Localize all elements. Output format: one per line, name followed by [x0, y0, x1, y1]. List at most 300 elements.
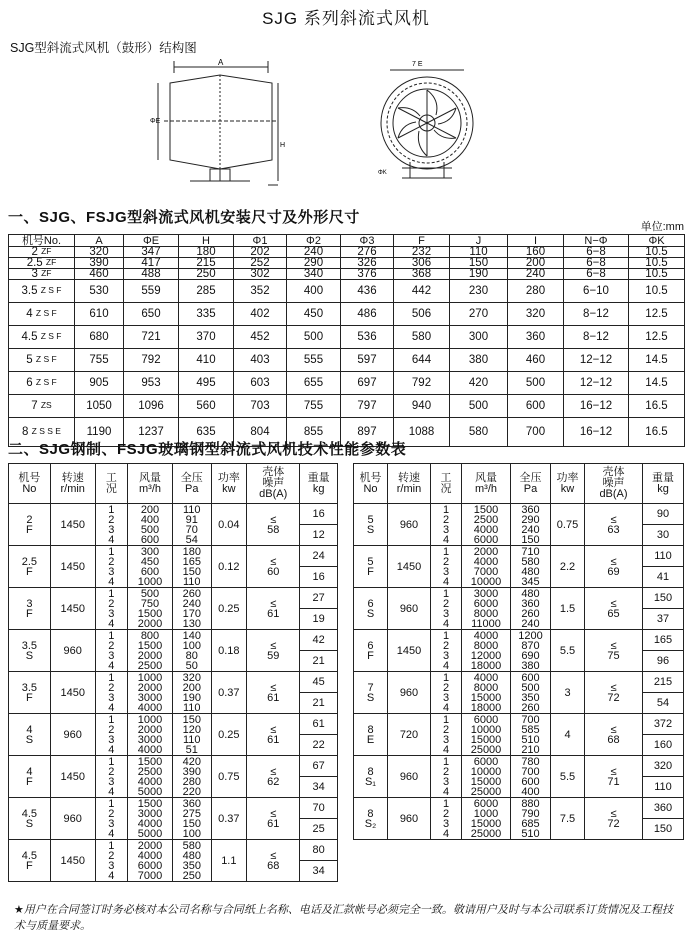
perf-header-cell: 壳体 噪声 dB(A) — [247, 464, 300, 504]
dim-value-cell: 6−8 — [564, 247, 629, 258]
perf-condition-cell-text: 1 2 3 4 — [108, 755, 115, 798]
perf-row — [9, 756, 338, 777]
perf-model-cell — [354, 798, 388, 840]
perf-rpm-cell — [50, 840, 95, 882]
perf-header-row — [354, 464, 684, 504]
dim-value-cell: 252 — [234, 258, 287, 269]
perf-row — [9, 504, 338, 525]
perf-rpm-cell — [388, 588, 431, 630]
perf-condition-cell-text: 1 2 3 4 — [108, 713, 115, 756]
perf-flow-cell-text: 1000 2000 3000 4000 — [137, 671, 163, 714]
perf-rpm-cell — [50, 504, 95, 546]
perf-noise-cell-text: ≤ 61 — [267, 597, 280, 620]
perf-power-cell — [551, 630, 585, 672]
perf-weight-cell: 22 — [300, 735, 338, 756]
label-a: A — [218, 58, 224, 67]
perf-header-cell: 工 况 — [431, 464, 462, 504]
dim-value-cell: 230 — [450, 280, 508, 303]
label-phi-k: ΦK — [378, 170, 387, 176]
perf-noise-cell-text: ≤ 71 — [607, 765, 620, 788]
dim-header-cell: A — [75, 235, 124, 247]
perf-weight-cell: 37 — [643, 609, 684, 630]
perf-header-cell: 风量 m³/h — [128, 464, 173, 504]
perf-noise-cell — [247, 672, 300, 714]
dim-value-cell: 110 — [450, 247, 508, 258]
perf-power-cell — [211, 798, 247, 840]
dim-value-cell: 417 — [124, 258, 179, 269]
dim-value-cell: 500 — [508, 372, 564, 395]
perf-condition-cell-text: 1 2 3 4 — [442, 587, 450, 630]
dim-value-cell: 940 — [394, 395, 450, 418]
perf-noise-cell — [247, 588, 300, 630]
perf-flow-cell — [462, 798, 511, 840]
perf-noise-cell — [585, 504, 643, 546]
perf-row — [354, 630, 684, 651]
perf-condition-cell-text: 1 2 3 4 — [442, 629, 450, 672]
perf-condition-cell — [431, 798, 462, 840]
perf-flow-cell — [462, 756, 511, 798]
perf-noise-cell-text: ≤ 63 — [607, 513, 620, 536]
perf-model-cell-text: 3.5 S — [21, 639, 38, 662]
perf-header-cell: 壳体 噪声 dB(A) — [585, 464, 643, 504]
dim-value-cell: 326 — [341, 258, 394, 269]
dim-model-type: Z S F — [35, 308, 57, 319]
perf-power-cell-text: 5.5 — [559, 770, 576, 783]
dim-value-cell: 488 — [124, 269, 179, 280]
dim-model-type: Z S F — [35, 377, 57, 388]
dim-value-cell: 1190 — [75, 418, 124, 447]
perf-header-cell: 风量 m³/h — [462, 464, 511, 504]
perf-pressure-cell-text: 580 480 350 250 — [182, 839, 201, 882]
perf-noise-cell-text: ≤ 72 — [607, 807, 620, 830]
dim-row — [9, 326, 685, 349]
perf-power-cell — [211, 840, 247, 882]
dim-value-cell: 190 — [450, 269, 508, 280]
perf-power-cell — [551, 672, 585, 714]
section1-heading: 一、SJG、FSJG型斜流式风机安装尺寸及外形尺寸 — [8, 209, 360, 226]
perf-model-cell-text: 4.5 F — [21, 849, 38, 872]
dim-value-cell: 300 — [450, 326, 508, 349]
perf-pressure-cell — [511, 798, 551, 840]
perf-pressure-cell-text: 150 120 110 51 — [182, 713, 201, 756]
dim-value-cell: 700 — [508, 418, 564, 447]
dim-value-cell: 1237 — [124, 418, 179, 447]
perf-noise-cell — [585, 630, 643, 672]
dim-header-cell: Φ2 — [287, 235, 341, 247]
perf-weight-cell: 21 — [300, 693, 338, 714]
dim-value-cell: 610 — [75, 303, 124, 326]
dim-value-cell: 506 — [394, 303, 450, 326]
dim-value-cell: 797 — [341, 395, 394, 418]
perf-power-cell-text: 0.37 — [218, 686, 240, 699]
perf-weight-cell: 150 — [643, 819, 684, 840]
perf-model-cell — [354, 504, 388, 546]
perf-row — [9, 588, 338, 609]
perf-power-cell-text: 1.5 — [559, 602, 576, 615]
perf-header-cell: 转速 r/min — [50, 464, 95, 504]
dim-header-cell: N−Φ — [564, 235, 629, 247]
label-phi-e: ΦE — [150, 118, 161, 125]
perf-weight-cell: 30 — [643, 525, 684, 546]
perf-noise-cell — [247, 714, 300, 756]
perf-condition-cell — [431, 546, 462, 588]
perf-condition-cell-text: 1 2 3 4 — [108, 587, 115, 630]
dim-model-no: 8 — [22, 426, 29, 438]
perf-header-cell: 重量 kg — [300, 464, 338, 504]
perf-condition-cell-text: 1 2 3 4 — [108, 503, 115, 546]
perf-power-cell — [551, 714, 585, 756]
perf-flow-cell — [128, 672, 173, 714]
perf-power-cell-text: 2.2 — [559, 560, 576, 573]
dim-model-no: 2.5 — [26, 257, 43, 269]
perf-power-cell — [551, 798, 585, 840]
perf-noise-cell-text: ≤ 69 — [607, 555, 620, 578]
perf-flow-cell-text: 1000 2000 3000 4000 — [137, 713, 163, 756]
perf-power-cell — [211, 630, 247, 672]
dim-header-cell: Φ3 — [341, 235, 394, 247]
dim-value-cell: 240 — [287, 247, 341, 258]
perf-weight-cell: 360 — [643, 798, 684, 819]
perf-weight-cell: 61 — [300, 714, 338, 735]
perf-model-cell-text: 7 S — [366, 681, 375, 704]
perf-noise-cell-text: ≤ 68 — [607, 723, 620, 746]
perf-power-cell — [551, 546, 585, 588]
dim-value-cell: 400 — [287, 280, 341, 303]
dim-value-cell: 460 — [508, 349, 564, 372]
perf-model-cell-text: 5 F — [367, 555, 374, 578]
dim-model-cell — [9, 303, 75, 326]
perf-pressure-cell — [172, 504, 211, 546]
perf-row — [9, 546, 338, 567]
perf-power-cell-text: 7.5 — [559, 812, 576, 825]
dim-value-cell: 680 — [75, 326, 124, 349]
dim-value-cell: 402 — [234, 303, 287, 326]
label-fe: 7 E — [412, 61, 423, 68]
performance-table-right — [353, 463, 684, 840]
dim-value-cell: 380 — [450, 349, 508, 372]
dim-value-cell: 755 — [287, 395, 341, 418]
dim-model-type: ZS — [40, 400, 52, 411]
perf-pressure-cell-text: 480 360 260 240 — [521, 587, 540, 630]
dim-value-cell: 500 — [450, 395, 508, 418]
dim-value-cell: 16.5 — [629, 418, 685, 447]
dimension-table — [8, 234, 685, 447]
perf-weight-cell: 215 — [643, 672, 684, 693]
dim-value-cell: 500 — [287, 326, 341, 349]
perf-row — [354, 588, 684, 609]
perf-flow-cell — [128, 714, 173, 756]
perf-power-cell — [211, 546, 247, 588]
perf-pressure-cell — [172, 588, 211, 630]
dim-model-no: 7 — [31, 400, 38, 412]
perf-weight-cell: 21 — [300, 651, 338, 672]
perf-weight-cell: 34 — [300, 861, 338, 882]
perf-pressure-cell-text: 360 275 150 100 — [182, 797, 201, 840]
perf-power-cell-text: 3 — [564, 686, 571, 699]
dim-value-cell: 12.5 — [629, 303, 685, 326]
perf-flow-cell — [128, 630, 173, 672]
perf-rpm-cell-text: 960 — [63, 812, 82, 825]
perf-weight-cell: 34 — [300, 777, 338, 798]
dim-value-cell: 559 — [124, 280, 179, 303]
perf-flow-cell-text: 3000 6000 8000 11000 — [471, 587, 501, 630]
perf-condition-cell — [95, 630, 127, 672]
dim-row — [9, 269, 685, 280]
dim-value-cell: 8−12 — [564, 326, 629, 349]
perf-rpm-cell — [50, 756, 95, 798]
perf-pressure-cell — [172, 840, 211, 882]
perf-flow-cell-text: 2000 4000 7000 10000 — [470, 545, 502, 588]
perf-noise-cell-text: ≤ 61 — [267, 807, 280, 830]
dim-value-cell: 10.5 — [629, 258, 685, 269]
perf-flow-cell-text: 1500 2500 4000 5000 — [137, 755, 163, 798]
perf-row — [354, 672, 684, 693]
perf-flow-cell — [128, 840, 173, 882]
perf-condition-cell-text: 1 2 3 4 — [442, 503, 450, 546]
dim-header-cell: F — [394, 235, 450, 247]
perf-noise-cell — [247, 546, 300, 588]
dim-row — [9, 395, 685, 418]
dim-value-cell: 1096 — [124, 395, 179, 418]
perf-weight-cell: 165 — [643, 630, 684, 651]
perf-model-cell — [9, 672, 51, 714]
perf-model-cell — [354, 588, 388, 630]
dim-value-cell: 150 — [450, 258, 508, 269]
perf-model-cell — [9, 798, 51, 840]
perf-rpm-cell — [50, 714, 95, 756]
dim-model-no: 6 — [26, 377, 33, 389]
dim-model-cell — [9, 372, 75, 395]
perf-row — [9, 630, 338, 651]
dim-model-no: 2 — [31, 246, 38, 258]
perf-rpm-cell — [388, 798, 431, 840]
dim-model-no: 3.5 — [21, 285, 38, 297]
perf-pressure-cell-text: 360 290 240 150 — [521, 503, 540, 546]
dim-row — [9, 280, 685, 303]
perf-rpm-cell-text: 1450 — [396, 644, 422, 657]
dim-value-cell: 320 — [508, 303, 564, 326]
perf-rpm-cell-text: 1450 — [60, 770, 85, 783]
perf-rpm-cell-text: 960 — [63, 644, 82, 657]
perf-pressure-cell — [172, 714, 211, 756]
perf-rpm-cell — [50, 798, 95, 840]
dim-value-cell: 180 — [179, 247, 234, 258]
dim-model-type: Z S F — [40, 285, 62, 296]
perf-flow-cell-text: 800 1500 2000 2500 — [137, 629, 163, 672]
perf-power-cell-text: 4 — [564, 728, 571, 741]
fan-front-view-diagram — [372, 58, 482, 198]
dim-value-cell: 290 — [287, 258, 341, 269]
perf-power-cell-text: 0.25 — [218, 602, 240, 615]
perf-weight-cell: 25 — [300, 819, 338, 840]
perf-noise-cell-text: ≤ 65 — [607, 597, 620, 620]
perf-condition-cell — [431, 504, 462, 546]
perf-weight-cell: 110 — [643, 777, 684, 798]
perf-pressure-cell — [172, 672, 211, 714]
perf-model-cell-text: 4.5 S — [21, 807, 38, 830]
perf-flow-cell-text: 6000 10000 15000 25000 — [470, 713, 502, 756]
perf-noise-cell — [585, 546, 643, 588]
perf-weight-cell: 45 — [300, 672, 338, 693]
perf-noise-cell-text: ≤ 61 — [267, 681, 280, 704]
dim-value-cell: 495 — [179, 372, 234, 395]
dim-value-cell: 804 — [234, 418, 287, 447]
dim-model-cell — [9, 349, 75, 372]
perf-weight-cell: 110 — [643, 546, 684, 567]
perf-pressure-cell-text: 1200 870 690 380 — [518, 629, 543, 672]
perf-flow-cell-text: 6000 1000 15000 25000 — [470, 797, 502, 840]
dim-value-cell: 536 — [341, 326, 394, 349]
dim-value-cell: 14.5 — [629, 349, 685, 372]
perf-model-cell — [9, 546, 51, 588]
perf-noise-cell — [585, 588, 643, 630]
perf-model-cell — [354, 672, 388, 714]
perf-power-cell — [211, 756, 247, 798]
perf-flow-cell — [462, 714, 511, 756]
perf-pressure-cell — [511, 756, 551, 798]
footer-note: ★用户在合同签订时务必核对本公司名称与合同纸上名称、电话及汇款帐号必须完全一致。敬请用户及时与本公司联系订货情况及工程技术与质量要求。 — [14, 904, 673, 932]
dim-value-cell: 200 — [508, 258, 564, 269]
dim-value-cell: 16−12 — [564, 395, 629, 418]
diagram-caption: SJG型斜流式风机（鼓形）结构图 — [10, 41, 197, 55]
perf-rpm-cell-text: 1450 — [60, 854, 85, 867]
perf-weight-cell: 41 — [643, 567, 684, 588]
dim-row — [9, 372, 685, 395]
perf-row — [9, 714, 338, 735]
dim-model-cell — [9, 269, 75, 280]
perf-flow-cell — [128, 504, 173, 546]
perf-condition-cell-text: 1 2 3 4 — [442, 671, 450, 714]
perf-condition-cell-text: 1 2 3 4 — [442, 755, 450, 798]
dim-value-cell: 450 — [287, 303, 341, 326]
perf-condition-cell-text: 1 2 3 4 — [442, 797, 450, 840]
perf-row — [354, 504, 684, 525]
dim-model-no: 5 — [26, 354, 33, 366]
dim-value-cell: 1050 — [75, 395, 124, 418]
dim-row — [9, 247, 685, 258]
dim-value-cell: 855 — [287, 418, 341, 447]
perf-condition-cell-text: 1 2 3 4 — [108, 839, 115, 882]
perf-weight-cell: 16 — [300, 504, 338, 525]
dim-value-cell: 580 — [450, 418, 508, 447]
perf-rpm-cell — [50, 546, 95, 588]
perf-flow-cell — [462, 672, 511, 714]
perf-header-cell: 机号 No — [9, 464, 51, 504]
perf-pressure-cell — [172, 756, 211, 798]
dim-value-cell: 202 — [234, 247, 287, 258]
dim-header-cell: 机号No. — [9, 235, 75, 247]
perf-condition-cell — [95, 588, 127, 630]
dim-value-cell: 410 — [179, 349, 234, 372]
perf-model-cell-text: 2.5 F — [21, 555, 38, 578]
dim-value-cell: 280 — [508, 280, 564, 303]
dim-model-type: Z S F — [40, 331, 62, 342]
perf-condition-cell — [95, 504, 127, 546]
perf-model-cell-text: 2 F — [26, 513, 33, 536]
dim-model-no: 3 — [31, 268, 38, 280]
perf-row — [9, 672, 338, 693]
perf-power-cell-text: 0.12 — [218, 560, 240, 573]
dim-value-cell: 442 — [394, 280, 450, 303]
perf-rpm-cell-text: 1450 — [60, 602, 85, 615]
perf-model-cell-text: 6 S — [366, 597, 375, 620]
perf-condition-cell — [95, 840, 127, 882]
dim-value-cell: 306 — [394, 258, 450, 269]
perf-model-cell — [9, 504, 51, 546]
fan-side-view-diagram — [150, 55, 290, 195]
perf-model-cell-text: 6 F — [367, 639, 374, 662]
perf-power-cell — [211, 672, 247, 714]
perf-header-cell: 功率 kw — [211, 464, 247, 504]
dim-value-cell: 232 — [394, 247, 450, 258]
perf-condition-cell-text: 1 2 3 4 — [442, 713, 450, 756]
dim-header-row — [9, 235, 685, 247]
perf-weight-cell: 320 — [643, 756, 684, 777]
perf-rpm-cell — [388, 714, 431, 756]
perf-model-cell — [354, 714, 388, 756]
dim-value-cell: 486 — [341, 303, 394, 326]
dim-value-cell: 6−8 — [564, 258, 629, 269]
dim-header-cell: Φ1 — [234, 235, 287, 247]
perf-flow-cell — [462, 546, 511, 588]
perf-rpm-cell — [388, 504, 431, 546]
dim-value-cell: 250 — [179, 269, 234, 280]
perf-noise-cell-text: ≤ 60 — [267, 555, 280, 578]
perf-flow-cell-text: 4000 8000 12000 18000 — [470, 629, 502, 672]
dim-value-cell: 14.5 — [629, 372, 685, 395]
dim-value-cell: 12−12 — [564, 372, 629, 395]
dim-value-cell: 555 — [287, 349, 341, 372]
perf-flow-cell — [128, 756, 173, 798]
perf-weight-cell: 70 — [300, 798, 338, 819]
perf-flow-cell-text: 200 400 500 600 — [140, 503, 160, 546]
perf-model-cell-text: 8 E — [366, 723, 375, 746]
dim-value-cell: 10.5 — [629, 247, 685, 258]
dim-value-cell: 635 — [179, 418, 234, 447]
perf-power-cell — [551, 504, 585, 546]
perf-pressure-cell — [511, 672, 551, 714]
dim-value-cell: 360 — [508, 326, 564, 349]
perf-condition-cell — [431, 672, 462, 714]
perf-pressure-cell — [511, 588, 551, 630]
perf-pressure-cell — [172, 546, 211, 588]
perf-noise-cell — [585, 672, 643, 714]
perf-row — [354, 546, 684, 567]
perf-flow-cell-text: 1500 3000 4000 5000 — [137, 797, 163, 840]
dim-model-no: 4 — [26, 308, 33, 320]
dim-value-cell: 721 — [124, 326, 179, 349]
perf-noise-cell — [585, 798, 643, 840]
dim-value-cell: 953 — [124, 372, 179, 395]
perf-model-cell-text: 8 S₁ — [364, 765, 377, 788]
dim-value-cell: 16−12 — [564, 418, 629, 447]
perf-weight-cell: 96 — [643, 651, 684, 672]
perf-power-cell-text: 0.04 — [218, 518, 240, 531]
perf-model-cell — [9, 714, 51, 756]
perf-rpm-cell-text: 960 — [399, 602, 419, 615]
dim-value-cell: 215 — [179, 258, 234, 269]
dim-value-cell: 655 — [287, 372, 341, 395]
perf-condition-cell — [95, 714, 127, 756]
dim-value-cell: 270 — [450, 303, 508, 326]
dim-value-cell: 285 — [179, 280, 234, 303]
dim-value-cell: 16.5 — [629, 395, 685, 418]
dim-value-cell: 603 — [234, 372, 287, 395]
dim-header-cell: ΦK — [629, 235, 685, 247]
dim-value-cell: 352 — [234, 280, 287, 303]
dim-row — [9, 258, 685, 269]
perf-weight-cell: 27 — [300, 588, 338, 609]
